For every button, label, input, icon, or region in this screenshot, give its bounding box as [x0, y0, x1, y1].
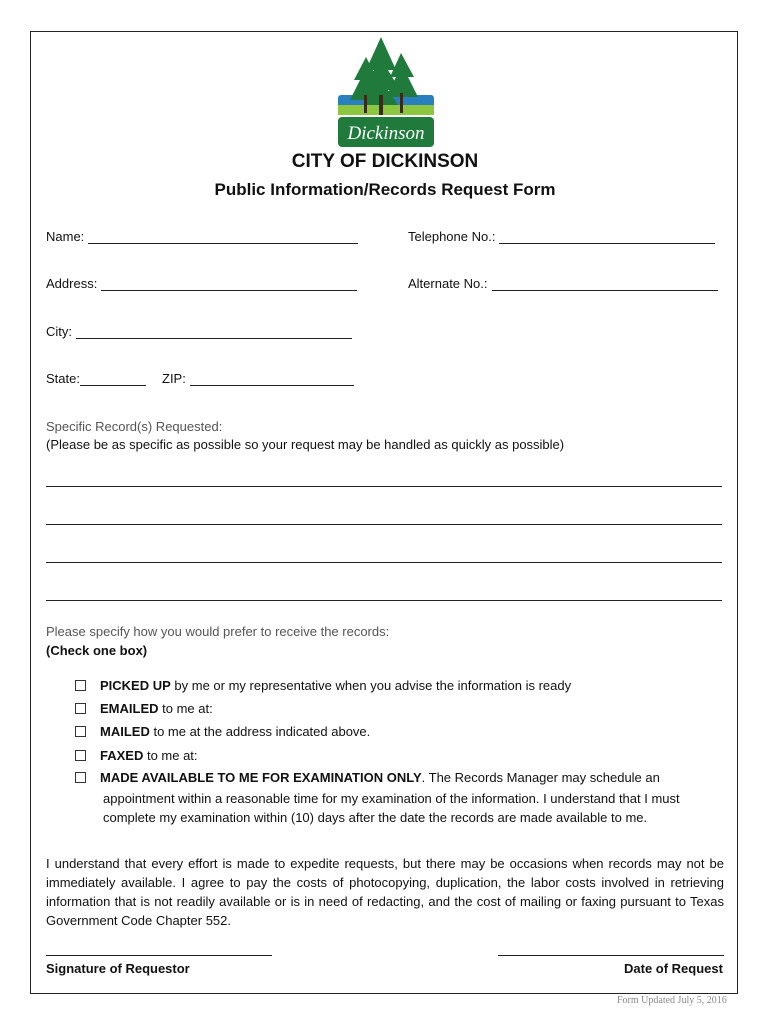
alternate-label: Alternate No.: — [408, 276, 488, 291]
checkbox[interactable] — [75, 703, 86, 714]
records-hint: (Please be as specific as possible so your request may be handled as quickly as possible) — [46, 437, 565, 452]
page-title: CITY OF DICKINSON — [291, 151, 479, 172]
telephone-field[interactable] — [408, 229, 715, 244]
date-label: Date of Request — [624, 961, 723, 976]
address-label: Address: — [46, 276, 98, 291]
form-updated-note: Form Updated July 5, 2016 — [617, 995, 727, 1006]
option-examination[interactable]: MADE AVAILABLE TO ME FOR EXAMINATION ONLY. The Records Manager may schedule an — [75, 770, 660, 785]
option-mailed[interactable]: MAILED to me at the address indicated above. — [75, 724, 370, 739]
logo-text: Dickinson — [347, 123, 425, 144]
statement-paragraph: I understand that every effort is made to expedite requests, but there may be occasions when records may not be immediately available. I agree to pay the costs of photocopying, duplication, the labor costs involved in retrieving information that is not readily available or is in need of redacting, and the cost of mailing or faxing pursuant to Texas Government Code Chapter 552. — [46, 856, 724, 928]
page-subtitle: Public Information/Records Request Form — [214, 180, 556, 199]
option-faxed[interactable]: FAXED to me at: — [75, 748, 198, 763]
name-field[interactable] — [46, 229, 358, 244]
pine-trees-logo-icon — [336, 35, 436, 150]
delivery-check-hint: (Check one box) — [46, 643, 148, 658]
date-line[interactable] — [498, 955, 724, 956]
option-emailed[interactable]: EMAILED to me at: — [75, 701, 213, 716]
city-label: City: — [46, 324, 72, 339]
examination-continuation: appointment within a reasonable time for my examination of the information. I understand that I must complete my examination within (10) days after the date the records are made available to me. — [103, 791, 680, 825]
checkbox[interactable] — [75, 772, 86, 783]
checkbox[interactable] — [75, 726, 86, 737]
alternate-field[interactable] — [408, 276, 718, 291]
records-line-1[interactable] — [46, 486, 722, 487]
signature-line[interactable] — [46, 955, 272, 956]
form-border — [30, 31, 738, 994]
zip-field[interactable] — [162, 371, 354, 386]
records-line-4[interactable] — [46, 600, 722, 601]
records-label: Specific Record(s) Requested: — [46, 419, 223, 434]
zip-label: ZIP: — [162, 371, 186, 386]
checkbox[interactable] — [75, 750, 86, 761]
telephone-label: Telephone No.: — [408, 229, 496, 244]
option-picked-up[interactable]: PICKED UP by me or my representative when you advise the information is ready — [75, 678, 571, 693]
state-label: State: — [46, 371, 80, 386]
address-field[interactable] — [46, 276, 357, 291]
state-field[interactable] — [46, 371, 146, 386]
signature-label: Signature of Requestor — [46, 961, 190, 976]
records-line-3[interactable] — [46, 562, 722, 563]
name-label: Name: — [46, 229, 85, 244]
city-field[interactable] — [46, 324, 352, 339]
checkbox[interactable] — [75, 680, 86, 691]
records-line-2[interactable] — [46, 524, 722, 525]
delivery-label: Please specify how you would prefer to receive the records: — [46, 624, 390, 639]
